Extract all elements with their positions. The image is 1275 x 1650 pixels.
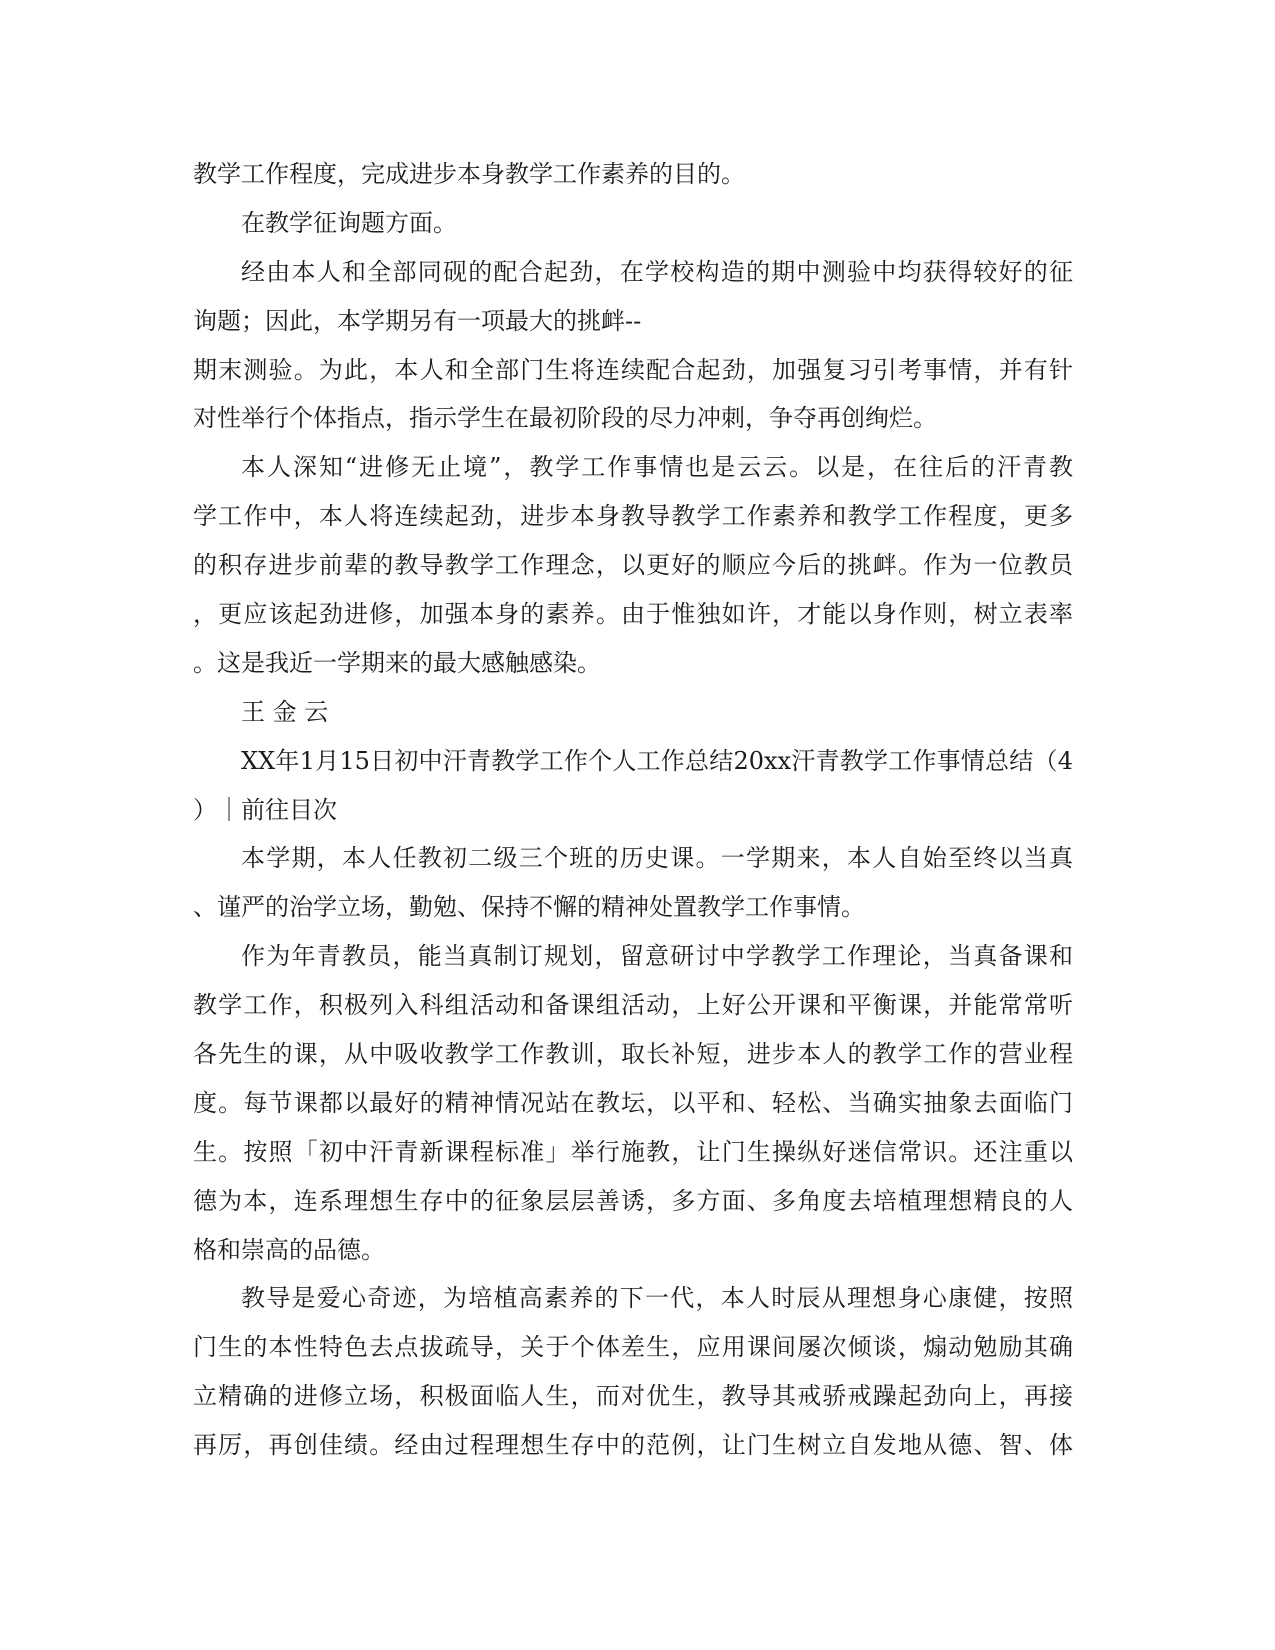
text-line: 经由本人和全部同砚的配合起劲，在学校构造的期中测验中均获得较好的征 <box>241 257 1073 286</box>
text-line: 立精确的进修立场，积极面临人生，而对优生，教导其戒骄戒躁起劲向上，再接 <box>193 1382 1073 1411</box>
text-line: 各先生的课，从中吸收教学工作教训，取长补短，进步本人的教学工作的营业程 <box>193 1040 1073 1069</box>
text-line: 教导是爱心奇迹，为培植高素养的下一代，本人时辰从理想身心康健，按照 <box>241 1284 1073 1313</box>
document-body <box>193 150 1073 1470</box>
text-line: 度。每节课都以最好的精神情况站在教坛，以平和、轻松、当确实抽象去面临门 <box>193 1088 1073 1117</box>
text-line: 格和崇高的品德。 <box>193 1235 385 1264</box>
text-line: 再厉，再创佳绩。经由过程理想生存中的范例，让门生树立自发地从德、智、体 <box>193 1431 1073 1460</box>
text-line: 、谨严的治学立场，勤勉、保持不懈的精神处置教学工作事情。 <box>193 893 865 922</box>
text-line: 教学工作，积极列入科组活动和备课组活动，上好公开课和平衡课，并能常常听 <box>193 991 1073 1020</box>
text-line: 德为本，连系理想生存中的征象层层善诱，多方面、多角度去培植理想精良的人 <box>193 1186 1073 1215</box>
heading-line: XX年1月15日初中汗青教学工作个人工作总结20xx汗青教学工作事情总结（4 <box>241 746 1073 775</box>
text-line: 本人深知“进修无止境”，教学工作事情也是云云。以是，在往后的汗青教 <box>241 453 1073 482</box>
text-line: 教学工作程度，完成进步本身教学工作素养的目的。 <box>193 160 745 188</box>
text-line: 作为年青教员，能当真制订规划，留意研讨中学教学工作理论，当真备课和 <box>241 942 1073 971</box>
text-line: 学工作中，本人将连续起劲，进步本身教导教学工作素养和教学工作程度，更多 <box>193 502 1073 531</box>
heading-line: ）｜前往目次 <box>193 795 337 824</box>
text-line: 在教学征询题方面。 <box>241 208 457 237</box>
text-line: 门生的本性特色去点拔疏导，关于个体差生，应用课间屡次倾谈，煽动勉励其确 <box>193 1333 1073 1362</box>
signature-line: 王 金 云 <box>241 697 329 726</box>
text-line: 本学期，本人任教初二级三个班的历史课。一学期来，本人自始至终以当真 <box>241 844 1073 873</box>
text-line: ，更应该起劲进修，加强本身的素养。由于惟独如许，才能以身作则，树立表率 <box>193 600 1073 629</box>
text-line: 对性举行个体指点，指示学生在最初阶段的尽力冲刺，争夺再创绚烂。 <box>193 404 937 433</box>
text-line: 。这是我近一学期来的最大感触感染。 <box>193 648 601 677</box>
text-line: 的积存进步前辈的教导教学工作理念，以更好的顺应今后的挑衅。作为一位教员 <box>193 551 1073 580</box>
text-line: 询题；因此，本学期另有一项最大的挑衅-- <box>193 306 642 335</box>
text-line: 期末测验。为此，本人和全部门生将连续配合起劲，加强复习引考事情，并有针 <box>193 355 1073 384</box>
text-line: 生。按照「初中汗青新课程标准」举行施教，让门生操纵好迷信常识。还注重以 <box>193 1137 1073 1166</box>
